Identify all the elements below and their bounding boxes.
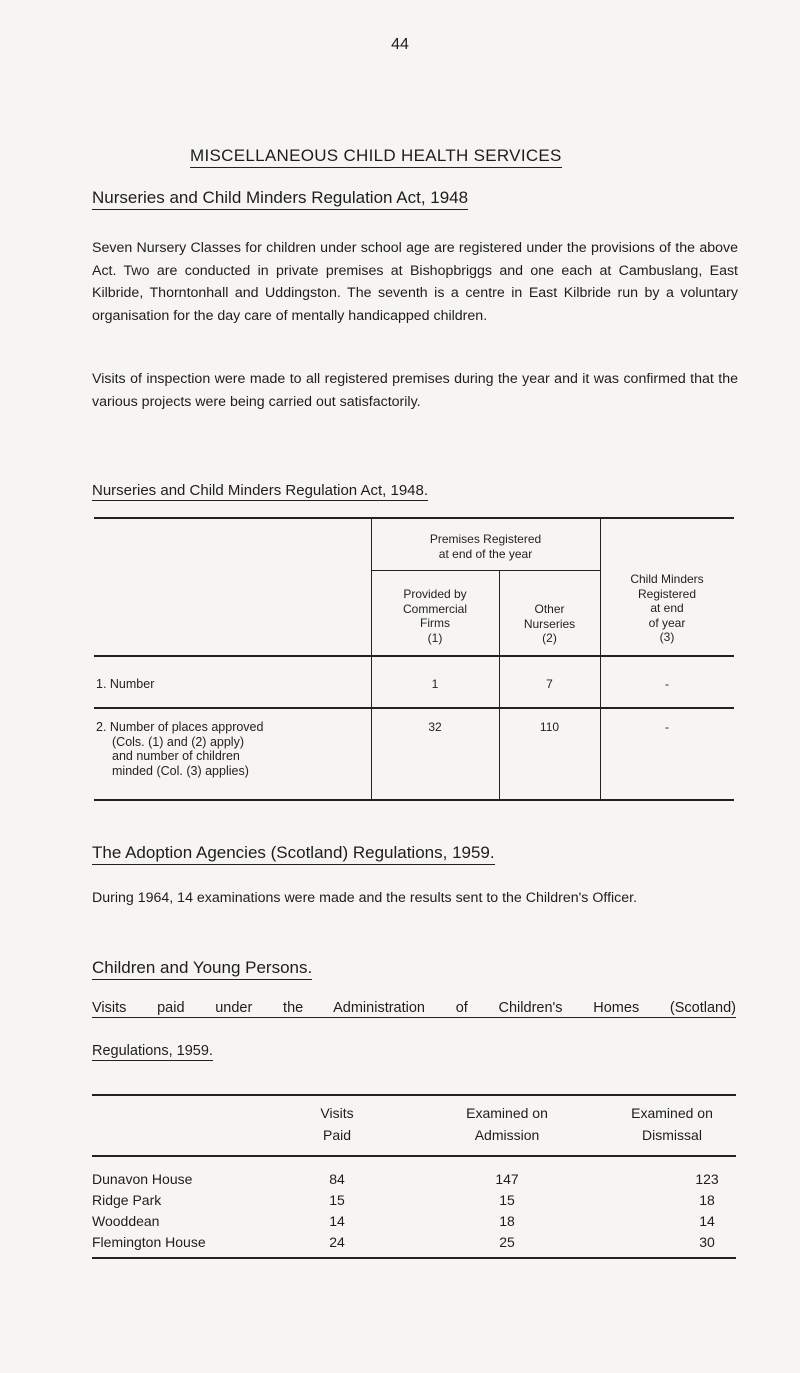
col1-header-l4: (1): [427, 630, 443, 645]
col1-header-l2: Commercial: [402, 601, 467, 616]
col2-header-l2: Nurseries: [523, 616, 576, 631]
col2-header-l1: Other: [534, 602, 565, 616]
row-visits: 84: [329, 1171, 345, 1187]
row-admission: 18: [499, 1213, 515, 1229]
nurseries-table-heading: Nurseries and Child Minders Regulation Act, 1948.: [92, 482, 429, 499]
table-row: [92, 1213, 736, 1234]
header-dismissal-l1: Examined on: [631, 1105, 713, 1121]
row-admission: 15: [499, 1192, 515, 1208]
header-examined-admission: [427, 1102, 587, 1146]
premises-header-line2: at end of the year: [438, 546, 533, 561]
col3-header-l3: at end: [650, 601, 684, 615]
row1-label: 1. Number: [96, 677, 155, 691]
col1-header-l1: Provided by: [403, 587, 467, 601]
row-name: Wooddean: [92, 1213, 160, 1229]
col2-header-l3: (2): [542, 631, 557, 645]
row2-col2: 110: [539, 720, 560, 734]
row-visits: 24: [329, 1234, 345, 1250]
page-title: MISCELLANEOUS CHILD HEALTH SERVICES: [190, 146, 562, 168]
row-visits: 14: [329, 1213, 345, 1229]
table-row: [92, 1234, 736, 1255]
row1-col1: 1: [431, 677, 439, 691]
row-name: Ridge Park: [92, 1192, 162, 1208]
adoption-paragraph: During 1964, 14 examinations were made and the results sent to the Children's Officer.: [92, 890, 638, 906]
row-admission: 25: [499, 1234, 515, 1250]
row-name: Flemington House: [92, 1234, 206, 1250]
row-dismissal: 14: [699, 1213, 715, 1229]
header-admission-l2: Admission: [474, 1127, 540, 1143]
col3-header-l4: of year: [648, 615, 686, 630]
row1-col3: -: [665, 677, 669, 691]
row2-label: [96, 720, 263, 778]
section-heading-nurseries: Nurseries and Child Minders Regulation Act, 1948: [92, 188, 468, 210]
header-examined-dismissal: [592, 1102, 752, 1146]
col3-header-l1: Child Minders: [630, 572, 704, 586]
row2-label-l4: minded (Col. (3) applies): [112, 763, 249, 778]
header-admission-l1: Examined on: [466, 1105, 548, 1121]
section-heading-adoption: The Adoption Agencies (Scotland) Regulations, 1959.: [92, 843, 495, 865]
row-dismissal: 18: [699, 1192, 715, 1208]
header-visits-paid: [282, 1102, 392, 1146]
visits-subheading-line1: Visits paid under the Administration of Children's Homes (Scotland): [92, 1000, 736, 1016]
visits-subheading-line2: Regulations, 1959.: [92, 1043, 213, 1059]
col1-header-l3: Firms: [420, 616, 450, 630]
col3-header-l5: (3): [659, 630, 675, 644]
row2-label-l3: and number of children: [112, 749, 240, 763]
nurseries-table: [94, 517, 734, 800]
col3-header-l2: Registered: [637, 586, 697, 601]
section-heading-children: Children and Young Persons.: [92, 958, 312, 980]
page-number: 44: [391, 36, 409, 53]
nurseries-paragraph-1: Seven Nursery Classes for children under school age are registered under the provisions of the above Act. Two are conducted in private premises at Bishopbriggs and one each at Cambuslang, East Kilbride, Thorntonhall and Uddingston. The seventh is a centre in East Kilbride run by a voluntary organisation for the day care of mentally handicapped children.: [92, 240, 738, 324]
table-row: [92, 1171, 736, 1192]
row2-label-l1: 2. Number of places approved: [96, 720, 264, 734]
row-name: Dunavon House: [92, 1171, 193, 1187]
row-visits: 15: [329, 1192, 345, 1208]
row2-label-l2: (Cols. (1) and (2) apply): [112, 734, 244, 749]
header-visits-l1: Visits: [320, 1105, 354, 1121]
row-dismissal: 30: [699, 1234, 715, 1250]
header-dismissal-l2: Dismissal: [642, 1127, 702, 1143]
premises-header-line1: Premises Registered: [429, 532, 542, 546]
table-row: [92, 1192, 736, 1213]
row1-col2: 7: [546, 677, 553, 691]
row2-col3: -: [665, 720, 669, 734]
row-dismissal: 123: [695, 1171, 719, 1187]
nurseries-paragraph-2: Visits of inspection were made to all registered premises during the year and it was confirmed that the various projects were being carried out satisfactorily.: [92, 371, 738, 410]
header-visits-l2: Paid: [322, 1127, 352, 1143]
row-admission: 147: [495, 1171, 519, 1187]
row2-col1: 32: [428, 720, 442, 734]
